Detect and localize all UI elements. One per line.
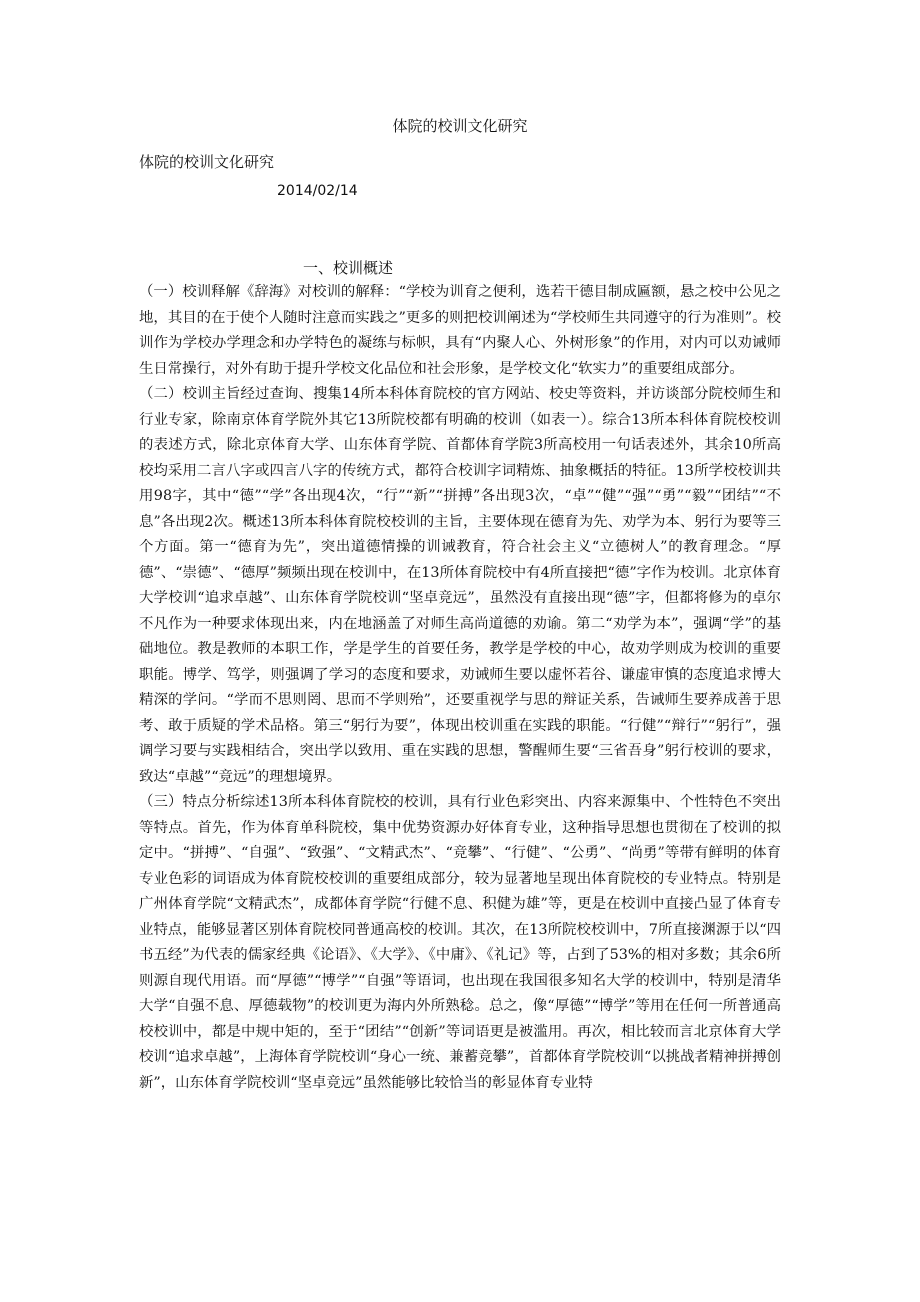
document-subtitle: 体院的校训文化研究 (139, 153, 275, 171)
paragraph-main-idea: （二）校训主旨经过查询、搜集14所本科体育院校的官方网站、校史等资料，并访谈部分院校师生和行业专家，除南京体育学院外其它13所院校都有明确的校训（如表一）。综合13所本科体育院校校训的表述方式，除北京体育大学、山东体育学院、首都体育学院3所高校用一句话表述外，其余10所高校均采用二言八字或四言八字的传统方式，都符合校训字词精炼、抽象概括的特征。13所学校校训共用98字，其中“德”“学”各出现4次，“行”“新”“拼搏”各出现3次，“卓”“健”“强”“勇”“毅”“团结”“不息”各出现2次。概述13所本科体育院校校训的主旨，主要体现在德育为先、劝学为本、躬行为要等三个方面。第一“德育为先”，突出道德情操的训诫教育，符合社会主义“立德树人”的教育理念。“厚德”、“崇德”、“德厚”频频出现在校训中，在13所体育院校中有4所直接把“德”字作为校训。北京体育大学校训“追求卓越”、山东体育学院校训“坚卓竞远”，虽然没有直接出现“德”字，但都将修为的卓尔不凡作为一种要求体现出来，内在地涵盖了对师生高尚道德的劝谕。第二“劝学为本”，强调“学”的基础地位。教是教师的本职工作，学是学生的首要任务，教学是学校的中心，故劝学则成为校训的重要职能。博学、笃学，则强调了学习的态度和要求，劝诫师生要以虚怀若谷、谦虚审慎的态度追求博大精深的学问。“学而不思则罔、思而不学则殆”，还要重视学与思的辩证关系，告诫师生要养成善于思考、敢于质疑的学术品格。第三“躬行为要”，体现出校训重在实践的职能。“行健”“辩行”“躬行”，强调学习要与实践相结合，突出学以致用、重在实践的思想，警醒师生要“三省吾身”躬行校训的要求，致达“卓越”“竞远”的理想境界。 (139, 386, 782, 785)
paragraph-interpretation: （一）校训释解《辞海》对校训的解释：“学校为训育之便利，选若干德目制成匾额，悬之校中公见之地，其目的在于使个人随时注意而实践之”更多的则把校训阐述为“学校师生共同遵守的行为准则”。校训作为学校办学理念和办学特色的凝练与标帜，具有“内聚人心、外树形象”的作用，对内可以劝诫师生日常操行，对外有助于提升学校文化品位和社会形象，是学校文化“软实力”的重要组成部分。 (139, 284, 781, 377)
document-title: 体院的校训文化研究 (392, 117, 528, 135)
paragraph-characteristics: （三）特点分析综述13所本科体育院校的校训，具有行业色彩突出、内容来源集中、个性特色不突出等特点。首先，作为体育单科院校，集中优势资源办好体育专业，这种指导思想也贯彻在了校训的拟定中。“拼搏”、“自强”、“致强”、“文精武杰”、“竞攀”、“行健”、“公勇”、“尚勇”等带有鲜明的体育专业色彩的词语成为体育院校校训的重要组成部分，较为显著地呈现出体育院校的专业特点。特别是广州体育学院“文精武杰”，成都体育学院“行健不息、积健为雄”等，更是在校训中直接凸显了体育专业特点，能够显著区别体育院校同普通高校的校训。其次，在13所院校校训中，7所直接渊源于以“四书五经”为代表的儒家经典《论语》、《大学》、《中庸》、《礼记》等，占到了53%的相对多数；其余6所则源自现代用语。而“厚德”“博学”“自强”等语词，也出现在我国很多知名大学的校训中，特别是清华大学“自强不息、厚德载物”的校训更为海内外所熟稔。总之，像“厚德”“博学”等用在任何一所普通高校校训中，都是中规中矩的，至于“团结”“创新”等词语更是被滥用。再次，相比较而言北京体育大学校训“追求卓越”，上海体育学院校训“身心一统、兼蓄竞攀”，首都体育学院校训“以挑战者精神拼搏创新”，山东体育学院校训“坚卓竞远”虽然能够比较恰当的彰显体育专业特 (139, 794, 781, 1091)
publish-date: 2014/02/14 (277, 183, 358, 199)
section-heading: 一、校训概述 (303, 259, 394, 277)
document-body (139, 280, 781, 1096)
